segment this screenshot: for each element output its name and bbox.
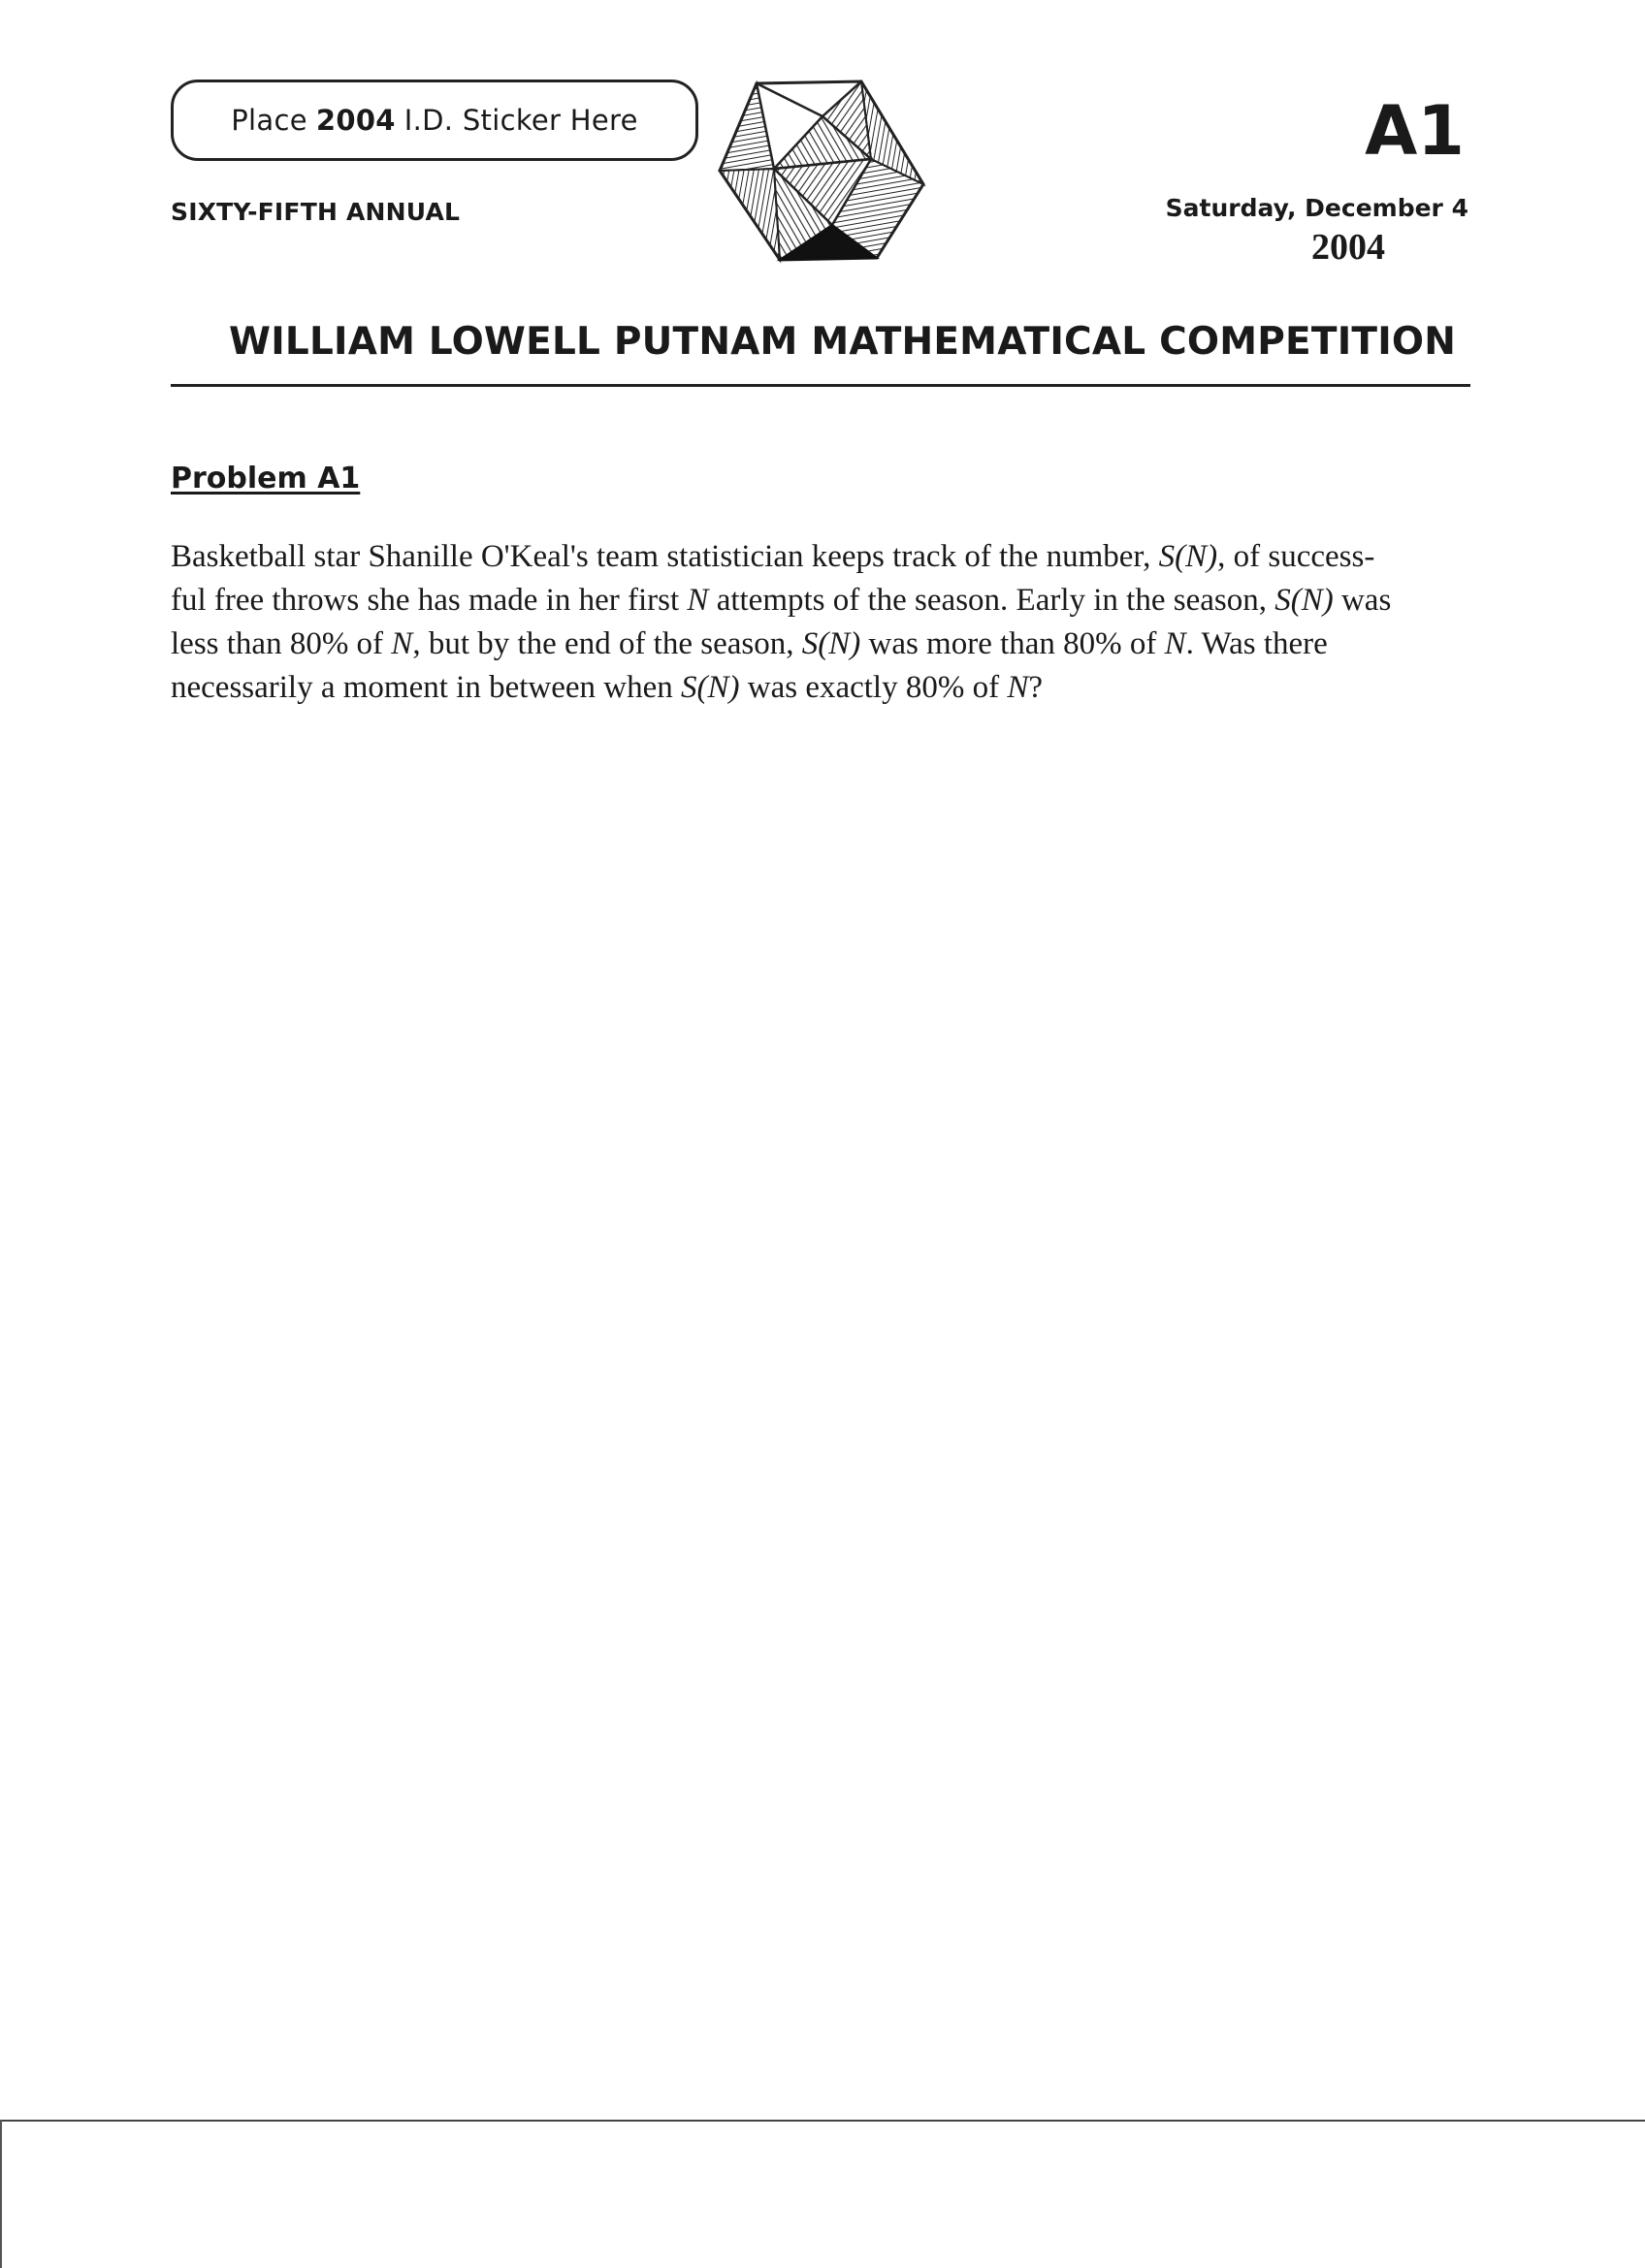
problem-line-4: necessarily a moment in between when S(N) was exactly 80% of N?: [171, 670, 1043, 705]
problem-line-1: Basketball star Shanille O'Keal's team statistician keeps track of the number, S(N), of success-: [171, 539, 1375, 574]
id-sticker-box: [171, 80, 698, 161]
problem-line-2: ful free throws she has made in her first N attempts of the season. Early in the season, S(N) was: [171, 583, 1392, 618]
annual-label: SIXTY-FIFTH ANNUAL: [171, 198, 461, 226]
problem-line-3: less than 80% of N, but by the end of the season, S(N) was more than 80% of N. Was there: [171, 626, 1328, 661]
problem-statement: [171, 535, 1476, 710]
sticker-suffix: I.D. Sticker Here: [403, 104, 638, 137]
date-day: Saturday, December 4: [1165, 194, 1468, 222]
sticker-year: 2004: [315, 104, 396, 137]
polyhedron-logo-icon: [716, 76, 929, 266]
title-divider: [171, 384, 1470, 387]
scan-edge-line: [0, 2120, 1645, 2122]
scan-edge-left: [0, 2120, 2, 2268]
problem-heading: Problem A1: [171, 462, 361, 495]
exam-code: A1: [1365, 91, 1465, 171]
sticker-prefix: Place: [231, 104, 307, 137]
competition-title: WILLIAM LOWELL PUTNAM MATHEMATICAL COMPETITION: [229, 320, 1457, 364]
date-year: 2004: [1311, 227, 1385, 268]
